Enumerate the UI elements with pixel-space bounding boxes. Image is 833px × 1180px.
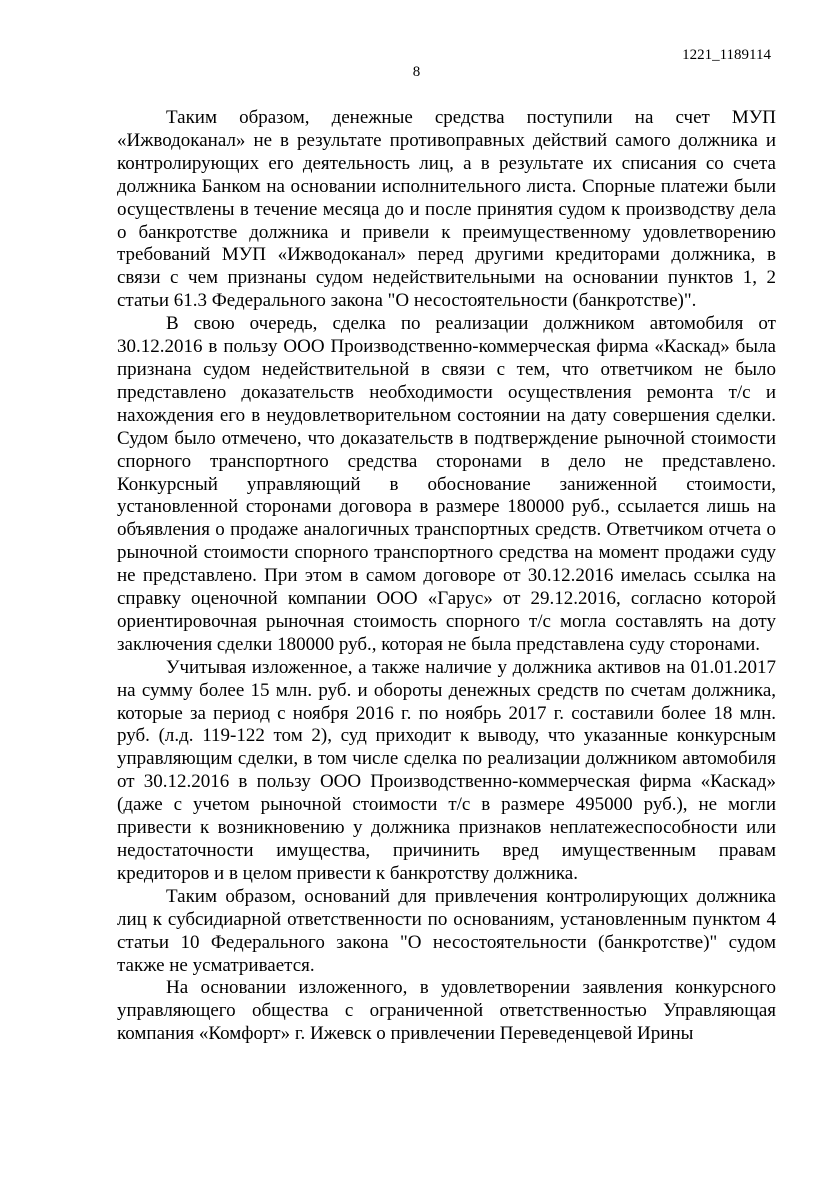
paragraph-car-sale-transaction: В свою очередь, сделка по реализации должником автомобиля от 30.12.2016 в пользу ООО Производственно-коммерческая фирма «Каскад» была признана судом недействительной в связи с тем, что ответчиком не было представлено доказательств необходимости осуществления ремонта т/с и нахождения его в неудовлетворительном состоянии на дату совершения сделки. Судом было отмечено, что доказательств в подтверждение рыночной стоимости спорного транспортного средства сторонами в дело не представлено. Конкурсный управляющий в обоснование заниженной стоимости, установленной сторонами договора в размере 180000 руб., ссылается лишь на объявления о продаже аналогичных транспортных средств. Ответчиком отчета о рыночной стоимости спорного транспортного средства на момент продажи суду не представлено. При этом в самом договоре от 30.12.2016 имелась ссылка на справку оценочной компании ООО «Гарус» от 29.12.2016, согласно которой ориентировочная рыночная стоимость спорного т/с могла составлять на доту заключения сделки 180000 руб., которая не была представлена суду сторонами. <box>117 313 776 655</box>
page-number: 8 <box>412 64 421 80</box>
document-id: 1221_1189114 <box>682 47 771 63</box>
paragraph-decision-intro: На основании изложенного, в удовлетворении заявления конкурсного управляющего общества с ограниченной ответственностью Управляющая компания «Комфорт» г. Ижевск о привлечении Переведенцевой Ирины <box>117 977 776 1045</box>
document-body <box>117 107 776 1046</box>
paragraph-no-grounds: Таким образом, оснований для привлечения контролирующих должника лиц к субсидиарной ответственности по основаниям, установленным пунктом 4 статьи 10 Федерального закона "О несостоятельности (банкротстве)" судом также не усматривается. <box>117 885 776 976</box>
paragraph-conclusion-payments: Таким образом, денежные средства поступили на счет МУП «Ижводоканал» не в результате противоправных действий самого должника и контролирующих его деятельность лиц, а в результате их списания со счета должника Банком на основании исполнительного листа. Спорные платежи были осуществлены в течение месяца до и после принятия судом к производству дела о банкротстве должника и привели к преимущественному удовлетворению требований МУП «Ижводоканал» перед другими кредиторами должника, в связи с чем признаны судом недействительными на основании пунктов 1, 2 статьи 61.3 Федерального закона "О несостоятельности (банкротстве)". <box>117 107 776 312</box>
paragraph-assets-analysis: Учитывая изложенное, а также наличие у должника активов на 01.01.2017 на сумму более 15 млн. руб. и обороты денежных средств по счетам должника, которые за период с ноября 2016 г. по ноябрь 2017 г. составили более 18 млн. руб. (л.д. 119-122 том 2), суд приходит к выводу, что указанные конкурсным управляющим сделки, в том числе сделка по реализации должником автомобиля от 30.12.2016 в пользу ООО Производственно-коммерческая фирма «Каскад» (даже с учетом рыночной стоимости т/с в размере 495000 руб.), не могли привести к возникновению у должника признаков неплатежеспособности или недостаточности имущества, причинить вред имущественным правам кредиторов и в целом привести к банкротству должника. <box>117 656 776 884</box>
